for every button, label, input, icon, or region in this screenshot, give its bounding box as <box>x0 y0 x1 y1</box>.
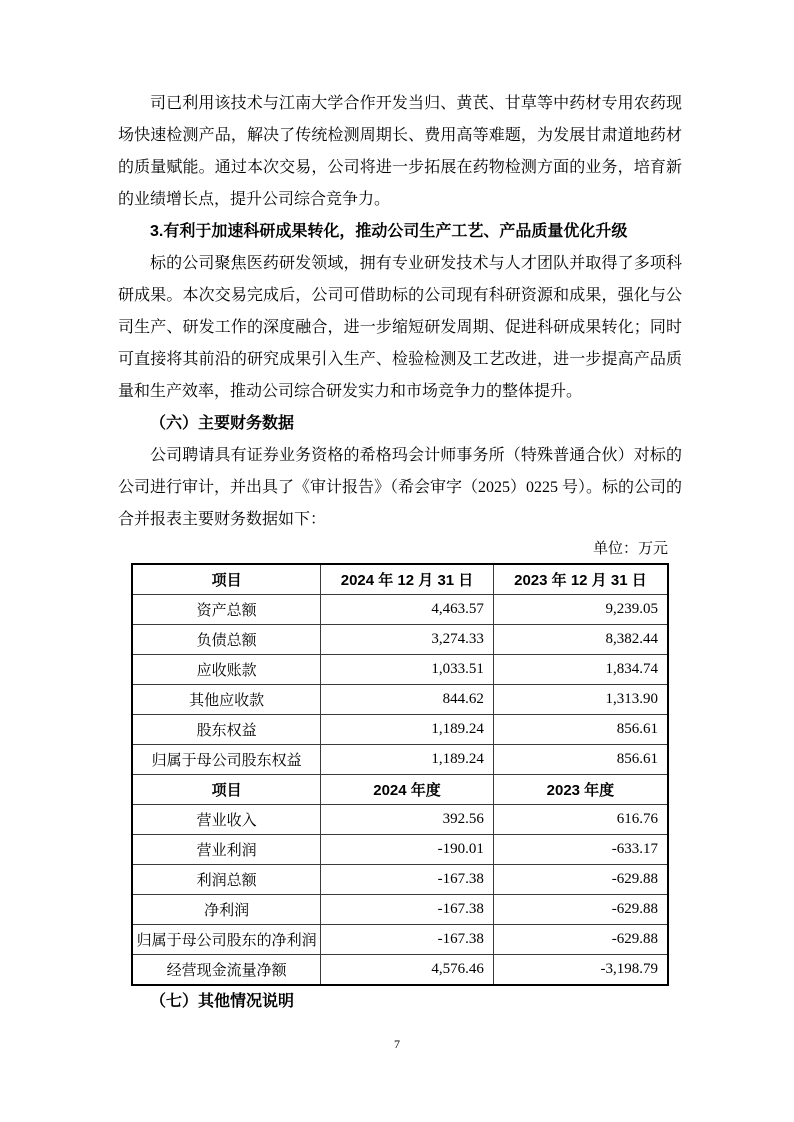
table-row <box>132 925 668 955</box>
value-2023: -629.88 <box>493 925 668 955</box>
value-2024: 3,274.33 <box>321 625 494 655</box>
unit-note: 单位：万元 <box>592 541 668 557</box>
row-label-net-profit: 净利润 <box>132 895 321 925</box>
paragraph-benefit-2-continued: 司已利用该技术与江南大学合作开发当归、黄芪、甘草等中药材专用农药现场快速检测产品，解决了传统检测周期长、费用高等难题，为发展甘肃道地药材的质量赋能。通过本次交易，公司将进一步拓展在药物检测方面的业务，培育新的业绩增长点，提升公司综合竞争力。 <box>118 95 682 208</box>
row-label-total-assets: 资产总额 <box>132 595 321 625</box>
table-row <box>132 685 668 715</box>
col-header-item: 项目 <box>132 564 321 595</box>
value-2024: -167.38 <box>321 895 494 925</box>
value-2023: -629.88 <box>493 865 668 895</box>
table-row <box>132 805 668 835</box>
row-label-shareholders-equity: 股东权益 <box>132 715 321 745</box>
value-2024: -167.38 <box>321 925 494 955</box>
table-row <box>132 595 668 625</box>
value-2024: 844.62 <box>321 685 494 715</box>
value-2024: 1,189.24 <box>321 745 494 775</box>
paragraph-benefit-3: 标的公司聚焦医药研发领域，拥有专业研发技术与人才团队并取得了多项科研成果。本次交易完成后，公司可借助标的公司现有科研资源和成果，强化与公司生产、研发工作的深度融合，进一步缩短研发周期、促进科研成果转化；同时可直接将其前沿的研究成果引入生产、检验检测及工艺改进，进一步提高产品质量和生产效率，推动公司综合研发实力和市场竞争力的整体提升。 <box>118 255 682 400</box>
row-label-parent-net-profit: 归属于母公司股东的净利润 <box>132 925 321 955</box>
row-label-total-profit: 利润总额 <box>132 865 321 895</box>
row-label-accounts-receivable: 应收账款 <box>132 655 321 685</box>
row-label-other-receivables: 其他应收款 <box>132 685 321 715</box>
value-2023: 856.61 <box>493 745 668 775</box>
value-2023: -3,198.79 <box>493 955 668 986</box>
col-header-year-2024: 2024 年度 <box>321 775 494 805</box>
value-2023: 1,313.90 <box>493 685 668 715</box>
table-row <box>132 895 668 925</box>
table-row <box>132 955 668 986</box>
value-2024: 392.56 <box>321 805 494 835</box>
section-heading-benefit-3: 3.有利于加速科研成果转化，推动公司生产工艺、产品质量优化升级 <box>150 223 628 240</box>
col-header-date-2024: 2024 年 12 月 31 日 <box>321 564 494 595</box>
value-2024: 1,189.24 <box>321 715 494 745</box>
value-2024: 4,463.57 <box>321 595 494 625</box>
row-label-operating-profit: 营业利润 <box>132 835 321 865</box>
financial-table <box>131 563 669 986</box>
value-2023: 856.61 <box>493 715 668 745</box>
value-2024: 1,033.51 <box>321 655 494 685</box>
row-label-total-liabilities: 负债总额 <box>132 625 321 655</box>
value-2023: -633.17 <box>493 835 668 865</box>
value-2023: -629.88 <box>493 895 668 925</box>
col-header-date-2023: 2023 年 12 月 31 日 <box>493 564 668 595</box>
table-header-row-income <box>132 775 668 805</box>
value-2023: 9,239.05 <box>493 595 668 625</box>
table-row <box>132 625 668 655</box>
value-2023: 616.76 <box>493 805 668 835</box>
table-row <box>132 655 668 685</box>
table-header-row-balance <box>132 564 668 595</box>
section-heading-7-other-notes: （七）其他情况说明 <box>150 993 295 1010</box>
table-row <box>132 835 668 865</box>
table-row <box>132 715 668 745</box>
value-2023: 8,382.44 <box>493 625 668 655</box>
row-label-operating-revenue: 营业收入 <box>132 805 321 835</box>
paragraph-audit-statement: 公司聘请具有证券业务资格的希格玛会计师事务所（特殊普通合伙）对标的公司进行审计，并出具了《审计报告》（希会审字（2025）0225 号）。标的公司的合并报表主要财务数据如下： <box>118 447 683 528</box>
value-2023: 1,834.74 <box>493 655 668 685</box>
value-2024: -190.01 <box>321 835 494 865</box>
table-row <box>132 865 668 895</box>
row-label-parent-equity: 归属于母公司股东权益 <box>132 745 321 775</box>
table-row <box>132 745 668 775</box>
col-header-year-2023: 2023 年度 <box>493 775 668 805</box>
row-label-operating-cash-flow: 经营现金流量净额 <box>132 955 321 986</box>
page-number: 7 <box>394 1037 400 1051</box>
section-heading-6-financial-data: （六）主要财务数据 <box>150 415 295 432</box>
value-2024: -167.38 <box>321 865 494 895</box>
col-header-item: 项目 <box>132 775 321 805</box>
value-2024: 4,576.46 <box>321 955 494 986</box>
